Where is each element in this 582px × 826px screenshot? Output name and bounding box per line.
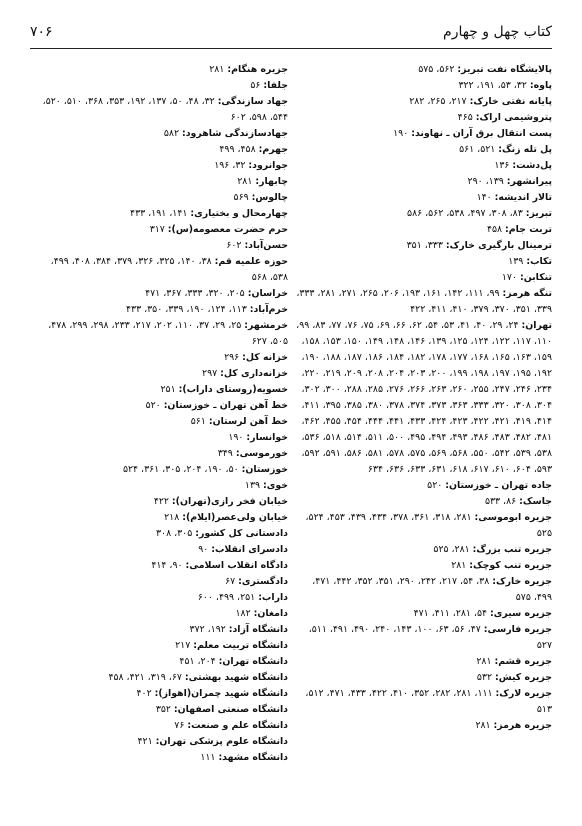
index-pages: ۲۸۱ xyxy=(237,176,253,187)
index-pages: ۲۸۱ xyxy=(475,720,491,731)
index-pages: ۵۸۲ xyxy=(163,128,179,139)
index-entry xyxy=(30,158,288,174)
index-pages: ۱۹۰ xyxy=(228,432,244,443)
index-entry xyxy=(294,126,552,142)
index-pages: ۲۵۱، ۴۹۹، ۶۰۰ xyxy=(197,592,256,603)
index-term: چابهار: xyxy=(255,176,288,187)
index-pages: ۳۲، ۱۹۶ xyxy=(214,160,246,171)
index-pages: ۷۶ xyxy=(174,720,185,731)
index-entry xyxy=(30,638,288,654)
index-term: خوزستان: xyxy=(241,464,288,475)
index-term: خوی: xyxy=(263,480,288,491)
index-pages: ۲۸۱ xyxy=(451,560,467,571)
index-term: جزیره خارک: xyxy=(492,576,552,587)
index-term: تنکابن: xyxy=(519,272,552,283)
index-term: پاوه: xyxy=(529,80,552,91)
index-term: جزیره تنب بزرگ: xyxy=(472,544,552,555)
index-term: چالوس: xyxy=(251,192,288,203)
index-term: ترمینال بارگیری خارک: xyxy=(445,240,552,251)
index-term: جلفا: xyxy=(263,80,288,91)
index-pages: ۵۴، ۲۸۱، ۴۱۱، ۴۷۱ xyxy=(413,608,488,619)
index-term: دادسرای انقلاب: xyxy=(211,544,288,555)
index-term: چهارمحال و بختیاری: xyxy=(190,208,288,219)
page-number: ۷۰۶ xyxy=(30,24,53,40)
index-entry xyxy=(30,478,288,494)
index-term: جهادسازندگی شاهرود: xyxy=(181,128,288,139)
index-entry xyxy=(294,254,552,270)
index-pages: ۵۲۰ xyxy=(427,480,443,491)
index-pages: ۲۵۱ xyxy=(160,384,176,395)
index-entry xyxy=(30,78,288,94)
index-term: خط آهن لرستان: xyxy=(208,416,288,427)
index-term: جهرم: xyxy=(258,144,288,155)
index-term: جزیره ابوموسی: xyxy=(474,512,552,523)
index-entry xyxy=(294,670,552,686)
index-pages: ۳۸، ۵۴، ۲۱۷، ۲۴۲، ۲۹۰، ۳۵۱، ۳۵۲، ۴۴۲، ۴۷۱، ۴۹۹، ۵۷۵ xyxy=(312,576,552,603)
index-term: جزیره لارک: xyxy=(495,688,552,699)
index-pages: ۴۲۱ xyxy=(137,736,153,747)
index-entry xyxy=(294,494,552,510)
index-term: خط آهن تهران ـ خوزستان: xyxy=(163,400,288,411)
index-term: تالار اندیشه: xyxy=(494,192,552,203)
index-entry xyxy=(294,206,552,222)
index-pages: ۳۲، ۴۸، ۵۰، ۱۳۷، ۱۹۲، ۳۵۳، ۳۶۸، ۵۱۰، ۵۲۰، ۵۴۴، ۵۹۸، ۶۰۲ xyxy=(42,96,288,123)
index-entry xyxy=(294,190,552,206)
index-term: جزیره سیری: xyxy=(490,608,552,619)
index-term: تهران: xyxy=(521,320,552,331)
index-term: جزیره هرمز: xyxy=(493,720,552,731)
index-entry xyxy=(30,510,288,526)
index-entry xyxy=(30,750,288,766)
index-entry xyxy=(30,350,288,366)
index-term: دانشگاه تهران: xyxy=(218,656,288,667)
index-entry xyxy=(294,542,552,558)
index-entry xyxy=(30,414,288,430)
index-pages: ۶۷ xyxy=(225,576,236,587)
index-entry xyxy=(30,606,288,622)
index-term: تکاب: xyxy=(526,256,552,267)
index-pages: ۵۲۱، ۵۶۱ xyxy=(459,144,496,155)
index-pages: ۵۶۱ xyxy=(190,416,206,427)
index-pages: ۴۷، ۵۶، ۶۳، ۱۰۰، ۱۴۳، ۲۴۰، ۴۹۰، ۴۹۱، ۵۱۱، ۵۲۷ xyxy=(308,624,552,651)
index-term: جزیره تنب کوچک: xyxy=(469,560,552,571)
index-term: دانشگاه شهید چمران(اهواز): xyxy=(154,688,288,699)
index-entry xyxy=(30,446,288,462)
index-pages: ۴۰۲ xyxy=(136,688,152,699)
index-pages: ۲۱۷، ۲۶۵، ۲۸۲ xyxy=(409,96,467,107)
index-pages: ۲۱۸ xyxy=(164,512,180,523)
index-term: دانشگاه شهید بهشتی: xyxy=(184,672,288,683)
index-term: دانشگاه صنعتی اصفهان: xyxy=(173,704,288,715)
index-term: دانشگاه آزاد: xyxy=(228,624,288,635)
index-term: پالایشگاه نفت تبریز: xyxy=(457,64,552,75)
index-pages: ۳۸، ۱۴۰، ۳۲۵، ۳۲۶، ۳۷۹، ۳۸۴، ۴۰۸، ۴۹۹، ۵۳۸، ۵۶۸ xyxy=(50,256,288,283)
index-term: تنگه هرمز: xyxy=(502,288,552,299)
index-pages: ۲۰۵، ۳۲۰، ۳۳۳، ۳۶۷، ۴۷۱ xyxy=(145,288,245,299)
index-pages: ۵۰، ۱۹۰، ۲۰۴، ۳۰۵، ۳۶۱، ۵۲۴ xyxy=(122,464,239,475)
index-term: دادگستری: xyxy=(238,576,288,587)
index-entry xyxy=(294,142,552,158)
index-entry xyxy=(30,670,288,686)
index-entry xyxy=(30,254,288,286)
index-pages: ۱۳۹ xyxy=(508,256,524,267)
index-entry xyxy=(294,478,552,494)
index-entry xyxy=(30,382,288,398)
index-term: داراب: xyxy=(258,592,288,603)
index-term: تربت جام: xyxy=(505,224,552,235)
index-entry xyxy=(294,238,552,254)
index-pages: ۴۵۸، ۴۹۹ xyxy=(219,144,256,155)
index-column-right xyxy=(294,62,552,734)
index-term: دامغان: xyxy=(253,608,288,619)
index-pages: ۱۷۰ xyxy=(501,272,517,283)
index-entry xyxy=(294,558,552,574)
index-term: حسن‌آباد: xyxy=(244,240,288,251)
index-entry xyxy=(30,734,288,750)
index-pages: ۴۶۵ xyxy=(457,112,473,123)
index-pages: ۱۳۶ xyxy=(494,160,510,171)
index-entry xyxy=(30,494,288,510)
index-term: دانشگاه مشهد: xyxy=(218,752,288,763)
index-pages: ۵۲۰ xyxy=(145,400,161,411)
index-term: دانشگاه علم و صنعت: xyxy=(187,720,288,731)
index-pages: ۵۶ xyxy=(250,80,261,91)
index-entry xyxy=(294,110,552,126)
index-pages: ۲۹۷ xyxy=(202,368,218,379)
index-term: خوانسار: xyxy=(246,432,288,443)
index-pages: ۳۴۹ xyxy=(217,448,233,459)
index-pages: ۱۱۱ xyxy=(200,752,216,763)
index-entry xyxy=(294,654,552,670)
index-term: حرم حضرت معصومه(س): xyxy=(167,224,288,235)
index-entry xyxy=(30,702,288,718)
index-pages: ۱۱۱، ۲۸۱، ۲۸۲، ۳۵۲، ۴۱۰، ۴۲۲، ۴۳۳، ۴۷۱، ۵۱۲، ۵۱۳ xyxy=(305,688,552,715)
index-entry xyxy=(294,94,552,110)
index-term: پل‌دشت: xyxy=(512,160,552,171)
index-pages: ۲۸۱ xyxy=(209,64,225,75)
index-term: دادستانی کل کشور: xyxy=(195,528,288,539)
index-entry xyxy=(30,126,288,142)
index-term: خزانه کل: xyxy=(242,352,288,363)
index-pages: ۲۸۱، ۵۲۵ xyxy=(433,544,470,555)
index-entry xyxy=(30,222,288,238)
index-entry xyxy=(30,686,288,702)
index-pages: ۱۹۲، ۳۷۲ xyxy=(189,624,226,635)
index-entry xyxy=(30,718,288,734)
index-entry xyxy=(294,606,552,622)
index-term: جزیره قشم: xyxy=(494,656,552,667)
index-term: دادگاه انقلاب اسلامی: xyxy=(185,560,288,571)
index-pages: ۶۰۲ xyxy=(226,240,242,251)
index-term: جزیره هنگام: xyxy=(227,64,288,75)
index-entry xyxy=(294,62,552,78)
index-pages: ۵۶۹ xyxy=(233,192,249,203)
index-entry xyxy=(294,174,552,190)
header-rule xyxy=(30,48,552,49)
index-term: جاده تهران ـ خوزستان: xyxy=(445,480,552,491)
index-entry xyxy=(294,270,552,286)
index-entry xyxy=(294,78,552,94)
index-pages: ۸۳، ۳۰۸، ۴۹۷، ۵۳۸، ۵۶۲، ۵۸۶ xyxy=(407,208,523,219)
index-entry xyxy=(30,62,288,78)
index-term: دانشگاه تربیت معلم: xyxy=(193,640,288,651)
index-pages: ۹۰، ۴۱۴ xyxy=(151,560,183,571)
index-term: خزانه‌داری کل: xyxy=(220,368,288,379)
index-term: پتروشیمی اراک: xyxy=(475,112,552,123)
index-term: جزیره فارسی: xyxy=(483,624,552,635)
index-term: خیابان ولی‌عصر(ایلام): xyxy=(182,512,288,523)
index-term: جاسک: xyxy=(519,496,552,507)
index-term: خراسان: xyxy=(247,288,288,299)
index-entry xyxy=(294,574,552,606)
index-entry xyxy=(294,158,552,174)
index-entry xyxy=(294,286,552,318)
index-entry xyxy=(30,174,288,190)
page-header xyxy=(30,24,552,46)
index-term: تبریز: xyxy=(525,208,552,219)
index-pages: ۳۵۲ xyxy=(155,704,171,715)
index-term: حوزه علمیه قم: xyxy=(214,256,288,267)
index-entry xyxy=(294,510,552,542)
index-pages: ۳۱۷ xyxy=(149,224,165,235)
index-pages: ۱۳۹، ۲۹۰ xyxy=(467,176,504,187)
index-pages: ۹۰ xyxy=(198,544,209,555)
index-entry xyxy=(30,430,288,446)
index-term: پست انتقال برق آران ـ نهاوند: xyxy=(411,128,552,139)
index-entry xyxy=(30,654,288,670)
index-entry xyxy=(294,718,552,734)
index-entry xyxy=(30,286,288,302)
running-title: کتاب چهل و چهارم xyxy=(443,24,552,40)
index-pages: ۳۰۵، ۳۰۸ xyxy=(156,528,193,539)
index-pages: ۴۵۸ xyxy=(486,224,503,235)
index-pages: ۲۴، ۲۹، ۴۰، ۴۱، ۵۳، ۵۴، ۶۲، ۶۶، ۶۹، ۷۵، ۷۶، ۷۷، ۸۳، ۹۹، ۱۱۰، ۱۱۷، ۱۲۲، ۱۲۴، ۱۲۵، ۱۳۹، ۱۴۶، ۱۴۸، ۱۴۹، ۱۵۰، ۱۵۳، ۱۵۸، ۱۵۹، ۱۶۳، ۱۶۵، ۱۶۸، ۱۷۷، ۱۷۸، ۱۸۲، ۱۸۴، ۱۸۶، ۱۸۷، ۱۸۸، ۱۹۰، ۱۹۲، ۱۹۵، ۱۹۷، ۱۹۸، ۱۹۹، ۲۰۰، ۲۰۳، ۲۰۴، ۲۰۸، ۲۰۹، ۲۱۹، ۲۲۰، ۲۳۴، ۲۴۶، ۲۴۷، ۲۵۵، ۲۶۰، ۲۶۳، ۲۶۶، ۲۷۶، ۲۸۵، ۲۸۸، ۳۰۰، ۳۰۲، ۳۰۴، ۳۰۸، ۳۲۰، ۳۳۳، ۳۶۳، ۳۷۳، ۳۷۴، ۳۷۸، ۳۸۰، ۳۸۵، ۳۹۵، ۴۱۱، ۴۱۴، ۴۱۹، ۴۲۱، ۴۲۲، ۴۲۳، ۴۲۴، ۴۳۳، ۴۴۱، ۴۴۴، ۴۵۴، ۴۵۵، ۴۶۲، ۴۸۱، ۴۸۲، ۴۸۳، ۴۸۶، ۴۹۳، ۴۹۴، ۴۹۵، ۵۰۰، ۵۱۱، ۵۱۴، ۵۱۸، ۵۳۶، ۵۳۸، ۵۳۹، ۵۴۲، ۵۵۰، ۵۶۸، ۵۶۹، ۵۷۵، ۵۷۸، ۵۸۱، ۵۸۶، ۵۹۱، ۵۹۲، ۵۹۳، ۶۰۴، ۶۱۰، ۶۱۷، ۶۱۸، ۶۳۱، ۶۳۳، ۶۳۶، ۶۳۴ xyxy=(296,320,552,475)
index-term: خرم‌آباد: xyxy=(249,304,288,315)
index-term: خورموسی: xyxy=(235,448,288,459)
index-pages: ۵۳۲ xyxy=(476,672,492,683)
index-column-left xyxy=(30,62,288,766)
index-pages: ۱۸۲ xyxy=(235,608,251,619)
index-entry xyxy=(30,526,288,542)
index-term: دانشگاه علوم پزشکی تهران: xyxy=(155,736,288,747)
index-pages: ۱۴۱، ۱۹۱، ۴۳۳ xyxy=(130,208,188,219)
index-pages: ۲۰۴، ۴۵۱ xyxy=(179,656,216,667)
index-pages: ۱۴۰ xyxy=(476,192,492,203)
index-term: جوانرود: xyxy=(248,160,288,171)
index-pages: ۴۲۲ xyxy=(153,496,169,507)
index-entry xyxy=(294,318,552,478)
index-pages: ۱۳۹ xyxy=(244,480,261,491)
index-term: خرمشهر: xyxy=(244,320,288,331)
index-pages: ۱۱۳، ۱۲۴، ۱۹۰، ۳۳۹، ۳۵۰، ۴۳۳ xyxy=(126,304,247,315)
index-term: پل تله زنگ: xyxy=(498,144,552,155)
index-entry xyxy=(30,590,288,606)
index-entry xyxy=(30,398,288,414)
index-term: خسویه(روستای داراب): xyxy=(178,384,288,395)
index-entry xyxy=(30,622,288,638)
index-entry xyxy=(30,574,288,590)
index-entry xyxy=(30,142,288,158)
index-entry xyxy=(30,462,288,478)
index-pages: ۱۹۰ xyxy=(393,128,409,139)
index-pages: ۲۸۱، ۳۱۸، ۳۶۱، ۳۷۸، ۴۳۴، ۴۳۹، ۴۵۳، ۵۲۴، ۵۲۵ xyxy=(305,512,552,539)
index-pages: ۲۹۶ xyxy=(224,352,240,363)
index-entry xyxy=(294,622,552,654)
index-entry xyxy=(30,238,288,254)
index-entry xyxy=(30,190,288,206)
index-pages: ۲۸۱ xyxy=(476,656,492,667)
index-pages: ۲۵، ۲۹، ۳۷، ۱۱۰، ۲۰۲، ۲۱۷، ۲۳۳، ۲۹۸، ۲۹۹، ۴۷۸، ۵۰۵، ۶۲۷ xyxy=(48,320,288,347)
index-entry xyxy=(30,206,288,222)
index-entry xyxy=(294,222,552,238)
index-pages: ۳۲، ۵۳، ۱۹۱، ۳۲۲ xyxy=(458,80,527,91)
index-entry xyxy=(30,558,288,574)
index-pages: ۲۱۷ xyxy=(175,640,191,651)
index-entry xyxy=(30,318,288,350)
index-pages: ۳۳۳، ۳۵۱ xyxy=(406,240,443,251)
index-pages: ۸۶، ۵۳۳ xyxy=(484,496,517,507)
index-term: خیابان فخر رازی(تهران): xyxy=(171,496,288,507)
index-term: پیرانشهر: xyxy=(506,176,552,187)
index-pages: ۹۹، ۱۱۱، ۱۴۲، ۱۶۱، ۱۹۳، ۲۰۶، ۲۶۵، ۲۷۱، ۲۸۱، ۳۳۳، ۳۳۹، ۳۵۱، ۳۷۰، ۳۷۹، ۴۱۰، ۴۱۱، ۴۲۲ xyxy=(296,288,552,315)
index-entry xyxy=(294,686,552,718)
index-pages: ۵۶۲، ۵۷۵ xyxy=(418,64,455,75)
index-pages: ۶۷، ۳۱۹، ۴۲۱، ۴۵۸ xyxy=(108,672,182,683)
index-entry xyxy=(30,94,288,126)
index-entry xyxy=(30,302,288,318)
index-term: جزیره کیش: xyxy=(494,672,552,683)
index-entry xyxy=(30,366,288,382)
index-term: پایانه نفتی خارک: xyxy=(469,96,552,107)
index-entry xyxy=(30,542,288,558)
index-term: جهاد سازندگی: xyxy=(217,96,288,107)
